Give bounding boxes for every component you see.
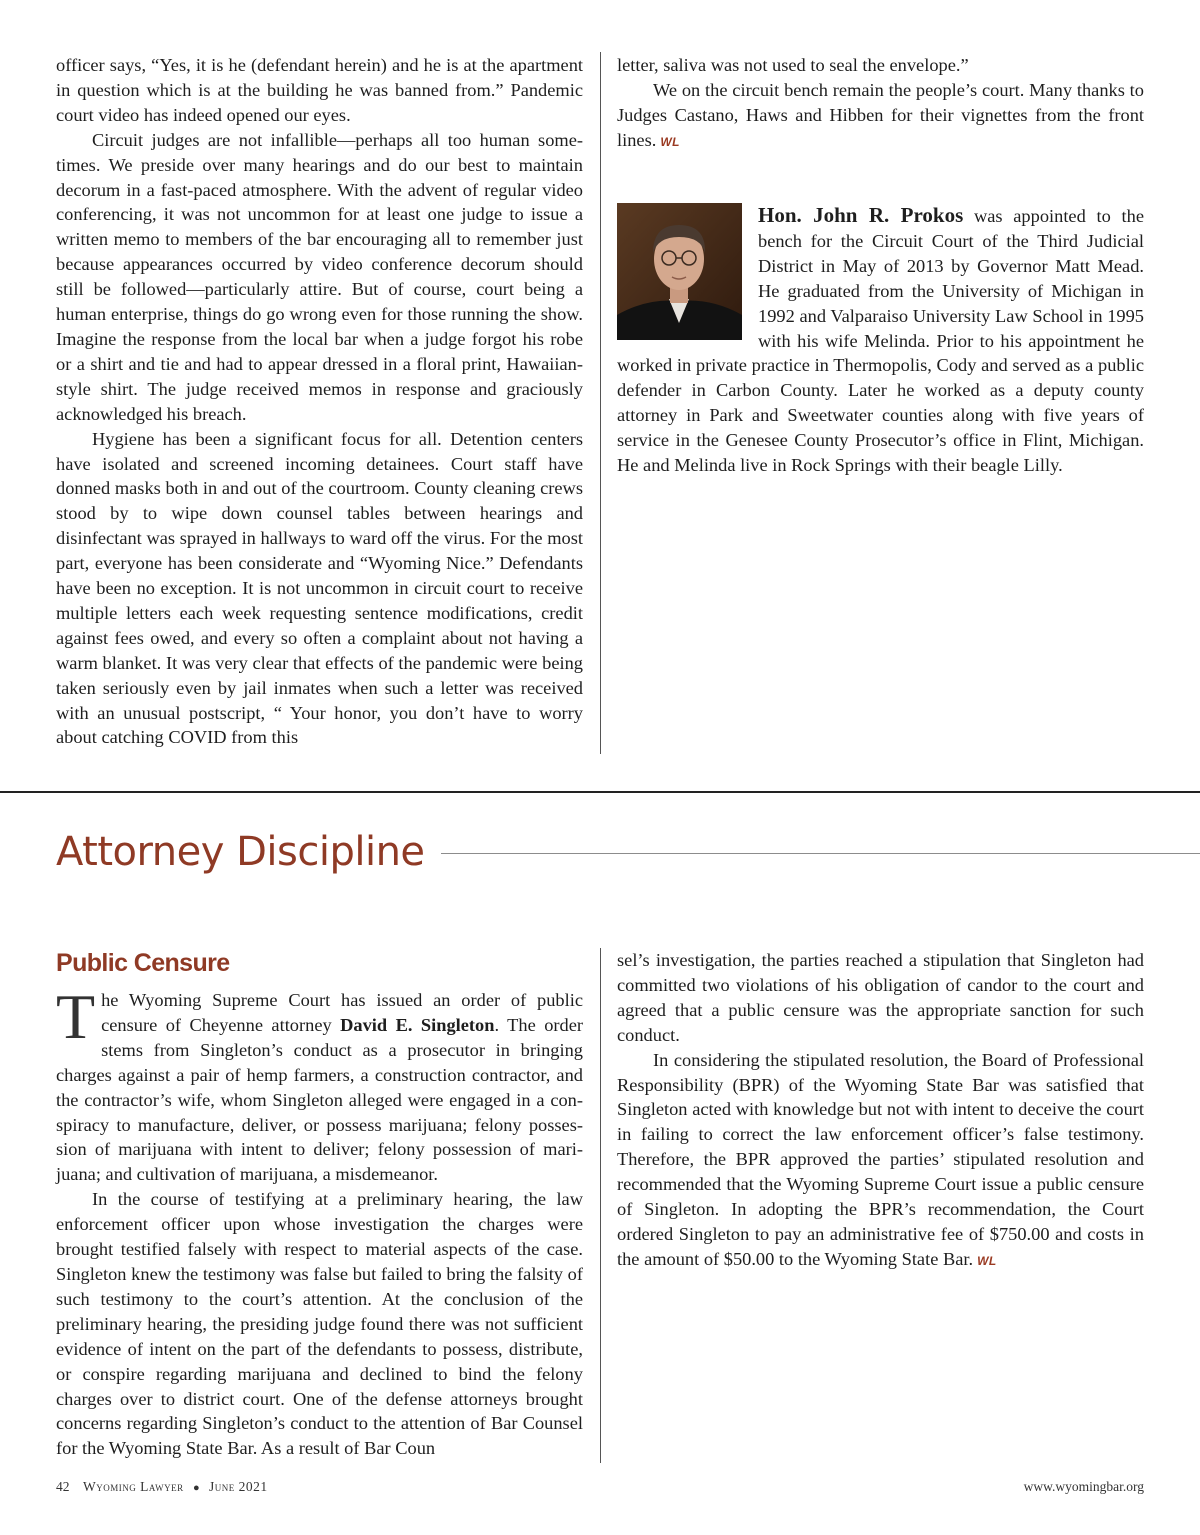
end-mark: WL	[977, 1253, 997, 1268]
issue-date: June 2021	[209, 1479, 268, 1494]
paragraph-text: In considering the stipulated resolution, the Board of Professional Responsibility (BPR) of the Wyoming State Bar was satisfied that Singleton acted with knowledge but not with intent to deceive the court in failing to correct the law enforcement officer’s false testimony. Therefore, the BPR approved the parties’ stipulated resolution and recommended that the Wyoming Supreme Court issue a public censure of Singleton. In adopting the BPR’s recommendation, the Court ordered Singleton to pay an administrative fee of $750.00 and costs in the amount of $50.00 to the Wyoming State Bar.	[617, 1049, 1144, 1269]
publication-name: Wyoming Lawyer	[83, 1479, 184, 1494]
footer-left	[56, 1478, 268, 1497]
bullet-icon: ●	[193, 1482, 200, 1494]
paragraph-text: . The order stems from Singleton’s conduct as a prosecutor in bringing charges against a pair of hemp farmers, a construction contractor, and the contractor’s wife, whom Singleton alleged were engaged in a conspiracy to manufacture, deliver, or possess marijuana; felony possession of marijuana with intent to deliver; felony possession of marijuana; and cultivation of marijuana, a misdemeanor.	[56, 1014, 584, 1185]
bio-name: Hon. John R. Prokos	[758, 203, 964, 227]
bottom-left-column	[56, 981, 584, 1461]
paragraph-text: We on the circuit bench remain the people’s court. Many thanks to Judges Castano, Haws and Hibben for their vignettes from the front lines.	[617, 79, 1144, 150]
paragraph	[617, 1048, 1144, 1274]
page-number: 42	[56, 1479, 70, 1494]
bottom-right-column	[617, 948, 1144, 1274]
column-divider	[600, 52, 601, 754]
paragraph: sel’s investigation, the parties reached a stipulation that Singleton had committed two violations of his obligation of candor to the court and agreed that a public censure was the appropriate sanction for such conduct.	[617, 950, 1144, 1045]
paragraph	[617, 78, 1144, 155]
attorney-name: David E. Singleton	[340, 1014, 495, 1035]
drop-cap: T	[56, 981, 96, 1052]
section-divider	[0, 791, 1200, 793]
bio-text: was appointed to the bench for the Circuit Court of the Third Judicial District in May of 2013 by Governor Matt Mead. He graduated from the University of Michigan in 1992 and Valparaiso University Law School in 1995 with his wife Melinda. Prior to his appointment he worked in private practice in Thermopolis, Cody and served as a public defender in Carbon County. Later he worked as a deputy county attorney in Park and Sweetwater counties along with five years of service in the Genesee County Prosecutor’s office in Flint, Michigan. He and Melinda live in Rock Springs with their beagle Lilly.	[617, 206, 1144, 476]
paragraph: Circuit judges are not infallible—perhaps all too human sometimes. We preside over many hearings and do our best to maintain decorum in a fast-paced atmosphere. With the advent of regular video conferencing, it was not uncommon for at least one judge to issue a written memo to members of the bar encouraging all to remember just because appearances occurred by video conference decorum should still be followed—particularly attire. But of course, court being a human enterprise, things do go wrong even for those running the show. Imagine the response from the local bar when a judge forgot his robe or a shirt and tie and had to appear dressed in a floral print, Hawaiian-style shirt. The judge received memos in response and graciously acknowledged his breach.	[56, 129, 583, 424]
judge-bio	[617, 203, 1144, 478]
top-left-column	[56, 53, 583, 750]
top-right-column	[617, 53, 1144, 155]
subhead: Public Censure	[56, 949, 230, 977]
column-divider	[600, 948, 601, 1463]
website-link[interactable]: www.wyomingbar.org	[1023, 1479, 1144, 1494]
paragraph: Hygiene has been a significant focus for all. Detention centers have isolated and screened incoming detainees. Court staff have donned masks both in and out of the courtroom. County cleaning crews stood by to wipe down counsel tables between hearings and disinfectant was sprayed in hallways to ward off the virus. For the most part, everyone has been considerate and “Wyoming Nice.” Defendants have been no exception. It is not uncommon in circuit court to receive multiple letters each week requesting sentence modifications, credit against fees owed, and every so often a complaint about not having a warm blanket. It was very clear that effects of the pandemic were being taken seriously even by jail inmates when such a letter was received with an unusual postscript, “ Your honor, you don’t have to worry about catching COVID from this	[56, 428, 583, 748]
section-title: Attorney Discipline	[56, 829, 425, 875]
paragraph: officer says, “Yes, it is he (defendant herein) and he is at the apartment in question which is at the building he was banned from.” Pandemic court video has indeed opened our eyes.	[56, 55, 583, 125]
paragraph: letter, saliva was not used to seal the envelope.”	[617, 55, 969, 75]
end-mark: WL	[660, 134, 680, 149]
title-rule	[441, 853, 1200, 854]
paragraph	[56, 981, 584, 1187]
paragraph: In the course of testifying at a preliminary hearing, the law enforcement officer upon whose investigation the charges were brought testified falsely with respect to material aspects of the case. Singleton knew the testimony was false but failed to bring the falsity of such testimony to the court’s attention. At the conclusion of the preliminary hearing, the presiding judge found there was not sufficient evidence of intent on the part of the defendants to possess, distribute, or conspire regarding marijuana and declined to bind the felony charges over to district court. One of the defense attorneys brought concerns regarding Singleton’s conduct to the attention of Bar Counsel for the Wyoming State Bar. As a result of Bar Coun	[56, 1189, 583, 1459]
paragraph-text: he Wyoming Supreme Court has issued an order of public censure of Cheyenne attorney	[101, 990, 583, 1035]
